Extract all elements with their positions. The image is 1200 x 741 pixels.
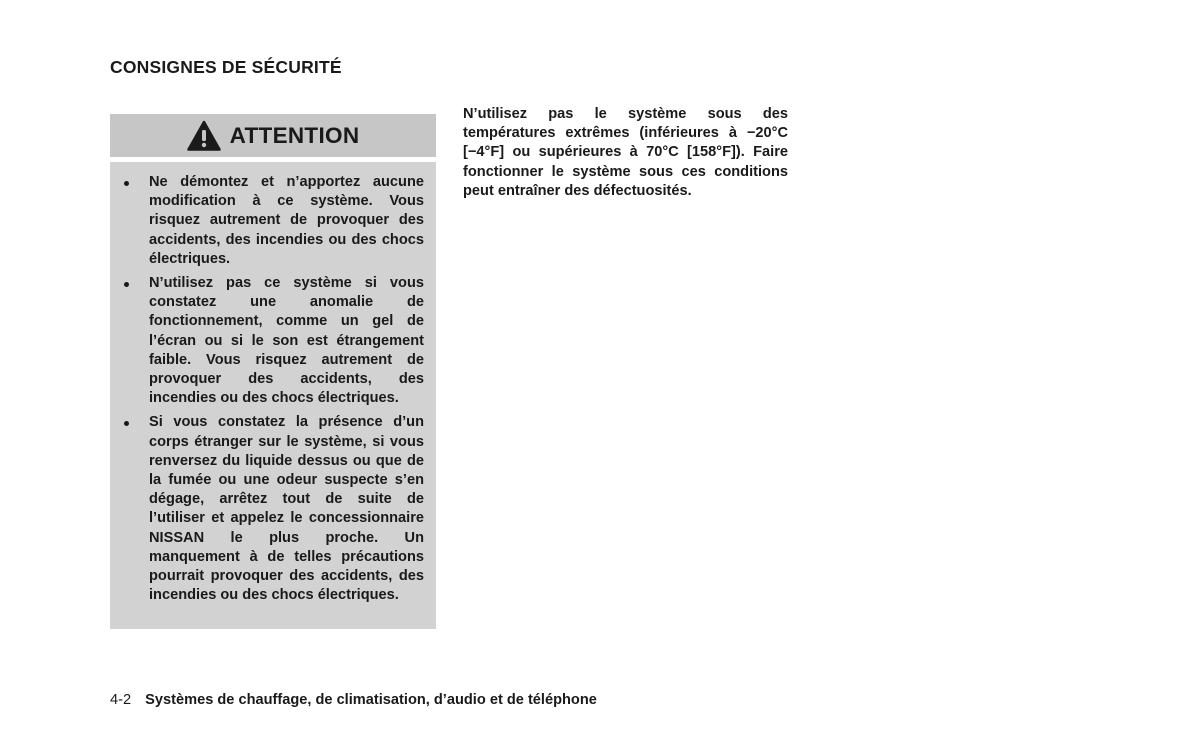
- attention-item: [110, 173, 424, 269]
- attention-header: [110, 114, 436, 157]
- bullet-icon: [124, 282, 129, 287]
- attention-item: [110, 413, 424, 605]
- bullet-icon: [124, 421, 129, 426]
- page-footer: [110, 692, 597, 708]
- attention-item-text: Si vous constatez la présence d’un corps étranger sur le système, si vous renversez du liquide dessus ou que de la fumée ou une odeur suspecte s’en dégage, arrêtez tout de suite de l’utiliser et appelez le concessionnaire NISSAN le plus proche. Un manquement à de telles précautions pourrait provoquer des accidents, des incendies ou des chocs électriques.: [149, 414, 424, 604]
- page-number: 4-2: [110, 692, 132, 708]
- attention-item-text: N’utilisez pas ce système si vous constatez une anomalie de fonctionnement, comme un gel de l’écran ou si le son est étrangement faible. Vous risquez autrement de provoquer des accidents, des incendies ou des chocs électriques.: [149, 275, 424, 407]
- attention-list: [110, 173, 424, 605]
- bullet-icon: [124, 181, 129, 186]
- section-title: CONSIGNES DE SÉCURITÉ: [110, 57, 342, 77]
- attention-body: [110, 162, 436, 629]
- attention-item: [110, 274, 424, 408]
- temperature-notice: N’utilisez pas le système sous des températures extrêmes (inférieures à −20°C [−4°F] ou supérieures à 70°C [158°F]). Faire fonctionner le système sous ces conditions peut entraîner des défectuosités.: [463, 106, 788, 199]
- attention-item-text: Ne démontez et n’apportez aucune modification à ce système. Vous risquez autrement de provoquer des accidents, des incendies ou des chocs électriques.: [149, 174, 424, 267]
- warning-triangle-icon: [187, 120, 221, 152]
- chapter-title: Systèmes de chauffage, de climatisation, d’audio et de téléphone: [145, 692, 597, 708]
- attention-label: ATTENTION: [229, 122, 360, 148]
